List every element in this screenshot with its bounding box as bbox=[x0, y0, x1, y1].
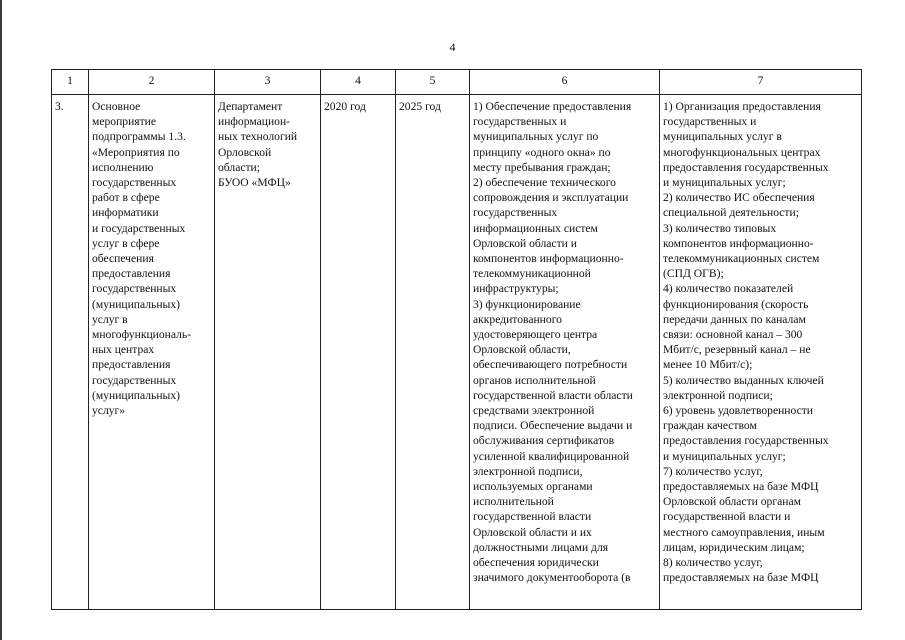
cell-line: и государственных bbox=[92, 221, 186, 235]
cell-line: ных центрах bbox=[92, 343, 155, 357]
cell-line: Орловской области и bbox=[473, 236, 577, 250]
cell-line: 2) обеспечение технического bbox=[473, 176, 616, 190]
header-col-1: 1 bbox=[52, 70, 89, 95]
cell-line: обеспечения юридически bbox=[473, 556, 599, 570]
cell-line: 1) Обеспечение предоставления bbox=[473, 100, 632, 113]
cell-line: Департамент bbox=[218, 100, 283, 113]
cell-line: средствами электронной bbox=[473, 404, 595, 418]
cell-line: лицам, юридическим лицам; bbox=[663, 540, 805, 554]
cell-line: мероприятие bbox=[92, 115, 157, 129]
cell-line: обеспечения bbox=[92, 252, 154, 266]
page-number: 4 bbox=[449, 40, 456, 54]
cell-line: усиленной квалифицированной bbox=[473, 449, 630, 463]
cell-line: услуг в сфере bbox=[92, 236, 160, 250]
cell-line: значимого документооборота (в bbox=[473, 571, 631, 585]
cell-line: компонентов информационно- bbox=[473, 252, 624, 266]
cell-line: предоставляемых на базе МФЦ bbox=[663, 571, 819, 585]
cell-line: исполнительной bbox=[473, 495, 554, 509]
end-year-cell: 2025 год bbox=[396, 95, 470, 610]
cell-line: 2) количество ИС обеспечения bbox=[663, 191, 815, 205]
expected-results-cell bbox=[470, 95, 660, 610]
cell-line: государственных и bbox=[473, 115, 567, 129]
cell-line: должностными лицами для bbox=[473, 540, 609, 554]
cell-line: Мбит/с, резервный канал – не bbox=[663, 343, 811, 357]
cell-line: «Мероприятия по bbox=[92, 145, 180, 159]
cell-line: граждан качеством bbox=[663, 419, 757, 433]
cell-line: обеспечивающего потребности bbox=[473, 358, 628, 372]
cell-line: электронной подписи; bbox=[663, 388, 773, 402]
cell-line: муниципальных услуг по bbox=[473, 130, 599, 144]
cell-line: удостоверяющего центра bbox=[473, 328, 598, 342]
cell-line: предоставления bbox=[92, 267, 171, 281]
cell-line: 1) Организация предоставления bbox=[663, 100, 821, 113]
cell-line: государственных bbox=[92, 176, 177, 190]
cell-line: ных технологий bbox=[218, 130, 298, 144]
table-row bbox=[52, 95, 862, 610]
cell-line: государственных bbox=[92, 373, 177, 387]
cell-line: государственных bbox=[92, 282, 177, 296]
executor-cell bbox=[215, 95, 321, 610]
cell-line: (муниципальных) bbox=[92, 388, 180, 402]
cell-line: органов исполнительной bbox=[473, 373, 596, 387]
cell-line: информатики bbox=[92, 206, 159, 220]
cell-line: электронной подписи, bbox=[473, 464, 583, 478]
cell-line: месту пребывания граждан; bbox=[473, 160, 611, 174]
start-year-cell: 2020 год bbox=[321, 95, 396, 610]
cell-line: (СПД ОГВ); bbox=[663, 267, 724, 281]
header-col-3: 3 bbox=[215, 70, 321, 95]
cell-line: (муниципальных) bbox=[92, 297, 180, 311]
cell-line: 3) функционирование bbox=[473, 297, 581, 311]
cell-line: 8) количество услуг, bbox=[663, 556, 763, 570]
cell-line: специальной деятельности; bbox=[663, 206, 799, 220]
cell-line: услуг в bbox=[92, 312, 128, 326]
header-row bbox=[52, 70, 862, 95]
program-table bbox=[51, 69, 862, 610]
cell-line: обслуживания сертификатов bbox=[473, 434, 615, 448]
cell-line: государственных bbox=[473, 206, 558, 220]
header-col-7: 7 bbox=[660, 70, 862, 95]
cell-line: инфраструктуры; bbox=[473, 282, 559, 296]
cell-line: сопровождения и эксплуатации bbox=[473, 191, 629, 205]
cell-line: Орловской области и их bbox=[473, 525, 592, 539]
cell-line: области; bbox=[218, 160, 260, 174]
cell-line: телекоммуникационных систем bbox=[663, 252, 820, 266]
cell-line: менее 10 Мбит/с); bbox=[663, 358, 753, 372]
cell-line: и муниципальных услуг; bbox=[663, 176, 786, 190]
cell-line: муниципальных услуг в bbox=[663, 130, 782, 144]
cell-line: 3) количество типовых bbox=[663, 221, 777, 235]
cell-line: работ в сфере bbox=[92, 191, 160, 205]
cell-line: телекоммуникационной bbox=[473, 267, 591, 281]
cell-line: функционирования (скорость bbox=[663, 297, 809, 311]
cell-line: принципу «одного окна» по bbox=[473, 145, 611, 159]
cell-line: Орловской области, bbox=[473, 343, 571, 357]
cell-line: многофункциональ- bbox=[92, 328, 192, 342]
cell-line: местного самоуправления, иным bbox=[663, 525, 825, 539]
header-col-4: 4 bbox=[321, 70, 396, 95]
cell-line: 6) уровень удовлетворенности bbox=[663, 404, 814, 418]
cell-line: государственной власти bbox=[473, 510, 592, 524]
cell-line: государственной власти и bbox=[663, 510, 791, 524]
cell-line: информацион- bbox=[218, 115, 291, 129]
cell-line: предоставления государственных bbox=[663, 160, 829, 174]
measure-name-cell bbox=[89, 95, 215, 610]
header-col-2: 2 bbox=[89, 70, 215, 95]
header-col-5: 5 bbox=[396, 70, 470, 95]
cell-line: передачи данных по каналам bbox=[663, 312, 806, 326]
cell-line: 4) количество показателей bbox=[663, 282, 794, 296]
cell-line: подписи. Обеспечение выдачи и bbox=[473, 419, 633, 433]
cell-line: аккредитованного bbox=[473, 312, 562, 326]
cell-line: государственных и bbox=[663, 115, 757, 129]
cell-line: информационных систем bbox=[473, 221, 598, 235]
cell-line: и муниципальных услуг; bbox=[663, 449, 786, 463]
cell-line: предоставления bbox=[92, 358, 171, 372]
indicators-cell bbox=[660, 95, 862, 610]
cell-line: многофункциональных центрах bbox=[663, 145, 821, 159]
cell-line: используемых органами bbox=[473, 480, 593, 494]
row-number-cell: 3. bbox=[52, 95, 89, 610]
header-col-6: 6 bbox=[470, 70, 660, 95]
cell-line: связи: основной канал – 300 bbox=[663, 328, 803, 342]
cell-line: подпрограммы 1.3. bbox=[92, 130, 186, 144]
cell-line: государственной власти области bbox=[473, 388, 633, 402]
cell-line: предоставления государственных bbox=[663, 434, 829, 448]
cell-line: исполнению bbox=[92, 160, 154, 174]
cell-line: компонентов информационно- bbox=[663, 236, 814, 250]
cell-line: 7) количество услуг, bbox=[663, 464, 763, 478]
cell-line: БУОО «МФЦ» bbox=[218, 176, 291, 190]
cell-line: 5) количество выданных ключей bbox=[663, 373, 824, 387]
cell-line: Орловской bbox=[218, 145, 272, 159]
cell-line: предоставляемых на базе МФЦ bbox=[663, 480, 819, 494]
cell-line: услуг» bbox=[92, 404, 126, 418]
page-left-edge bbox=[0, 0, 2, 640]
cell-line: Орловской области органам bbox=[663, 495, 801, 509]
cell-line: Основное bbox=[92, 100, 141, 113]
